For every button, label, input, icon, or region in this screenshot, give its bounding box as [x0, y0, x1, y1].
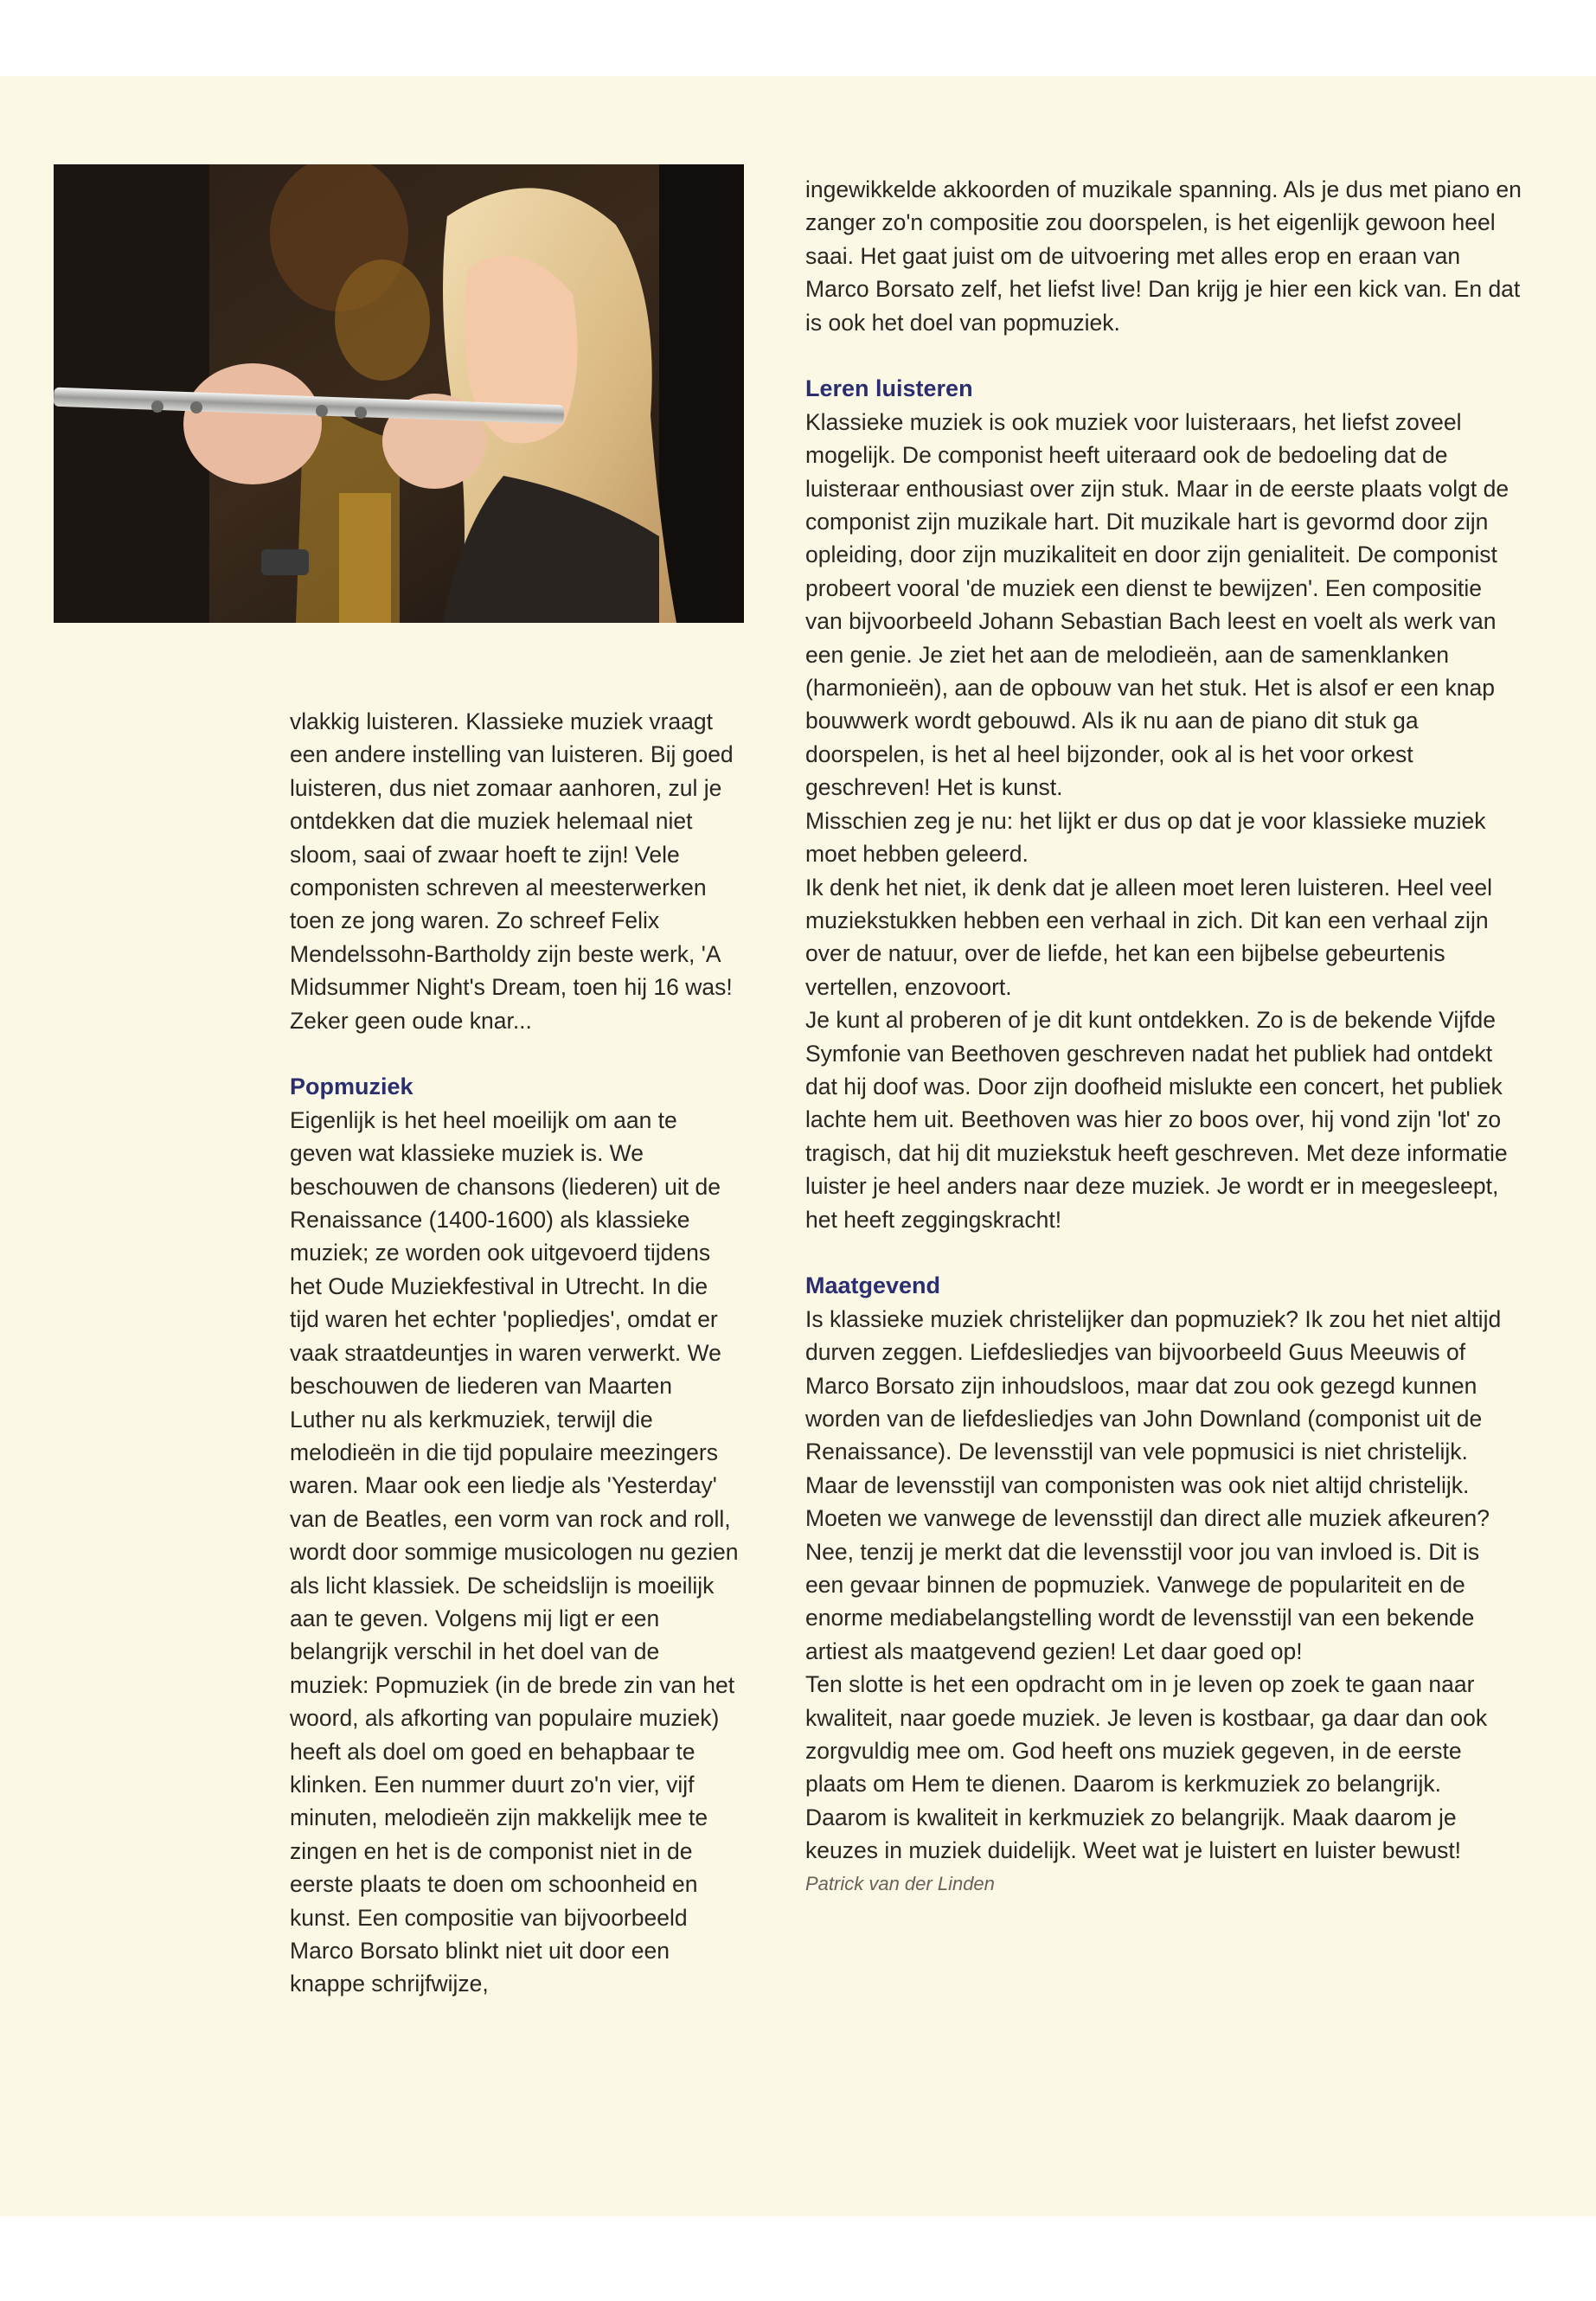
magazine-page: [0, 76, 1596, 2216]
continuation-paragraph: ingewikkelde akkoorden of muzikale spanning. Als je dus met piano en zanger zo'n compositie zou doorspelen, is het eigenlijk gewoon heel saai. Het gaat juist om de uitvoering met alles erop en eraan van Marco Borsato zelf, het liefst live! Dan krijg je hier een kick van. En dat is ook het doel van popmuziek.: [805, 176, 1522, 336]
leren-paragraph-2: Misschien zeg je nu: het lijkt er dus op dat je voor klassieke muziek moet hebben geleerd.: [805, 807, 1486, 868]
right-column: [805, 173, 1523, 1900]
heading-maatgevend: Maatgevend: [805, 1272, 941, 1299]
heading-leren-luisteren: Leren luisteren: [805, 375, 973, 402]
leren-paragraph-1: Klassieke muziek is ook muziek voor luisteraars, het liefst zoveel mogelijk. De componist heeft uiteraard ook de bedoeling dat de luisteraar enthousiast over zijn stuk. Maar in de eerste plaats volgt de componist zijn muzikale hart. Dit muzikale hart is gevormd door zijn opleiding, door zijn muzikaliteit en door zijn genialiteit. De componist probeert vooral 'de muziek een dienst te bewijzen'. Een compositie van bijvoorbeeld Johann Sebastian Bach leest en voelt als werk van een genie. Je ziet het aan de melodieën, aan de samenklanken (harmonieën), aan de opbouw van het stuk. Het is alsof er een knap bouwwerk wordt gebouwd. Als ik nu aan de piano dit stuk ga doorspelen, is het al heel bijzonder, ook al is het voor orkest geschreven! Het is kunst.: [805, 408, 1509, 801]
heading-popmuziek: Popmuziek: [290, 1074, 413, 1100]
author-byline: Patrick van der Linden: [805, 1872, 995, 1894]
maatgevend-paragraph-1: Is klassieke muziek christelijker dan popmuziek? Ik zou het niet altijd durven zeggen. Liefdesliedjes van bijvoorbeeld Guus Meeuwis of Marco Borsato zijn inhoudsloos, maar dat zou ook gezegd kunnen worden van de liefdesliedjes van John Downland (componist uit de Renaissance). De levensstijl van vele popmusici is niet christelijk. Maar de levensstijl van componisten was ook niet altijd christelijk.: [805, 1305, 1502, 1498]
leren-paragraph-3: Ik denk het niet, ik denk dat je alleen moet leren luisteren. Heel veel muziekstukken hebben een verhaal in zich. Dit kan een verhaal zijn over de natuur, over de liefde, het kan een bijbelse gebeurtenis vertellen, enzovoort.: [805, 874, 1492, 1000]
photo-illustration: [54, 164, 744, 623]
left-column: [290, 705, 740, 2001]
maatgevend-paragraph-3: Ten slotte is het een opdracht om in je leven op zoek te gaan naar kwaliteit, naar goede muziek. Je leven is kostbaar, ga daar dan ook zorgvuldig mee om. God heeft ons muziek gegeven, in de eerste plaats om Hem te dienen. Daarom is kerkmuziek zo belangrijk. Daarom is kwaliteit in kerkmuziek zo belangrijk. Maak daarom je keuzes in muziek duidelijk. Weet wat je luistert en luister bewust!: [805, 1671, 1488, 1864]
flute-player-photo: [54, 164, 744, 623]
maatgevend-paragraph-2: Moeten we vanwege de levensstijl dan direct alle muziek afkeuren? Nee, tenzij je merkt dat die levensstijl voor jou van invloed is. Dit is een gevaar binnen de popmuziek. Vanwege de populariteit en de enorme mediabelangstelling wordt de levensstijl van een bekende artiest als maatgevend gezien! Let daar goed op!: [805, 1505, 1490, 1664]
popmuziek-paragraph: Eigenlijk is het heel moeilijk om aan te geven wat klassieke muziek is. We beschouwen de chansons (liederen) uit de Renaissance (1400-1600) als klassieke muziek; ze worden ook uitgevoerd tijdens het Oude Muziekfestival in Utrecht. In die tijd waren het echter 'popliedjes', omdat er vaak straatdeuntjes in waren verwerkt. We beschouwen de liederen van Maarten Luther nu als kerkmuziek, terwijl die melodieën in die tijd populaire meezingers waren. Maar ook een liedje als 'Yesterday' van de Beatles, een vorm van rock and roll, wordt door sommige musicologen nu gezien als licht klassiek. De scheidslijn is moeilijk aan te geven. Volgens mij ligt er een belangrijk verschil in het doel van de muziek: Popmuziek (in de brede zin van het woord, als afkorting van populaire muziek) heeft als doel om goed en behapbaar te klinken. Een nummer duurt zo'n vier, vijf minuten, melodieën zijn makkelijk mee te zingen en het is de componist niet in de eerste plaats te doen om schoonheid en kunst. Een compositie van bijvoorbeeld Marco Borsato blinkt niet uit door een knappe schrijfwijze,: [290, 1106, 739, 1997]
leren-paragraph-4: Je kunt al proberen of je dit kunt ontdekken. Zo is de bekende Vijfde Symfonie van Beethoven geschreven nadat het publiek had ontdekt dat hij doof was. Door zijn doofheid mislukte een concert, het publiek lachte hem uit. Beethoven was hier zo boos over, hij vond zijn 'lot' zo tragisch, dat hij dit muziekstuk heeft geschreven. Met deze informatie luister je heel anders naar deze muziek. Je wordt er in meegesleept, het heeft zeggingskracht!: [805, 1007, 1508, 1233]
intro-paragraph: vlakkig luisteren. Klassieke muziek vraagt een andere instelling van luisteren. Bij goed luisteren, dus niet zomaar aanhoren, zul je ontdekken dat die muziek helemaal niet sloom, saai of zwaar hoeft te zijn! Vele componisten schreven al meesterwerken toen ze jong waren. Zo schreef Felix Mendelssohn-Bartholdy zijn beste werk, 'A Midsummer Night's Dream, toen hij 16 was! Zeker geen oude knar...: [290, 708, 734, 1034]
